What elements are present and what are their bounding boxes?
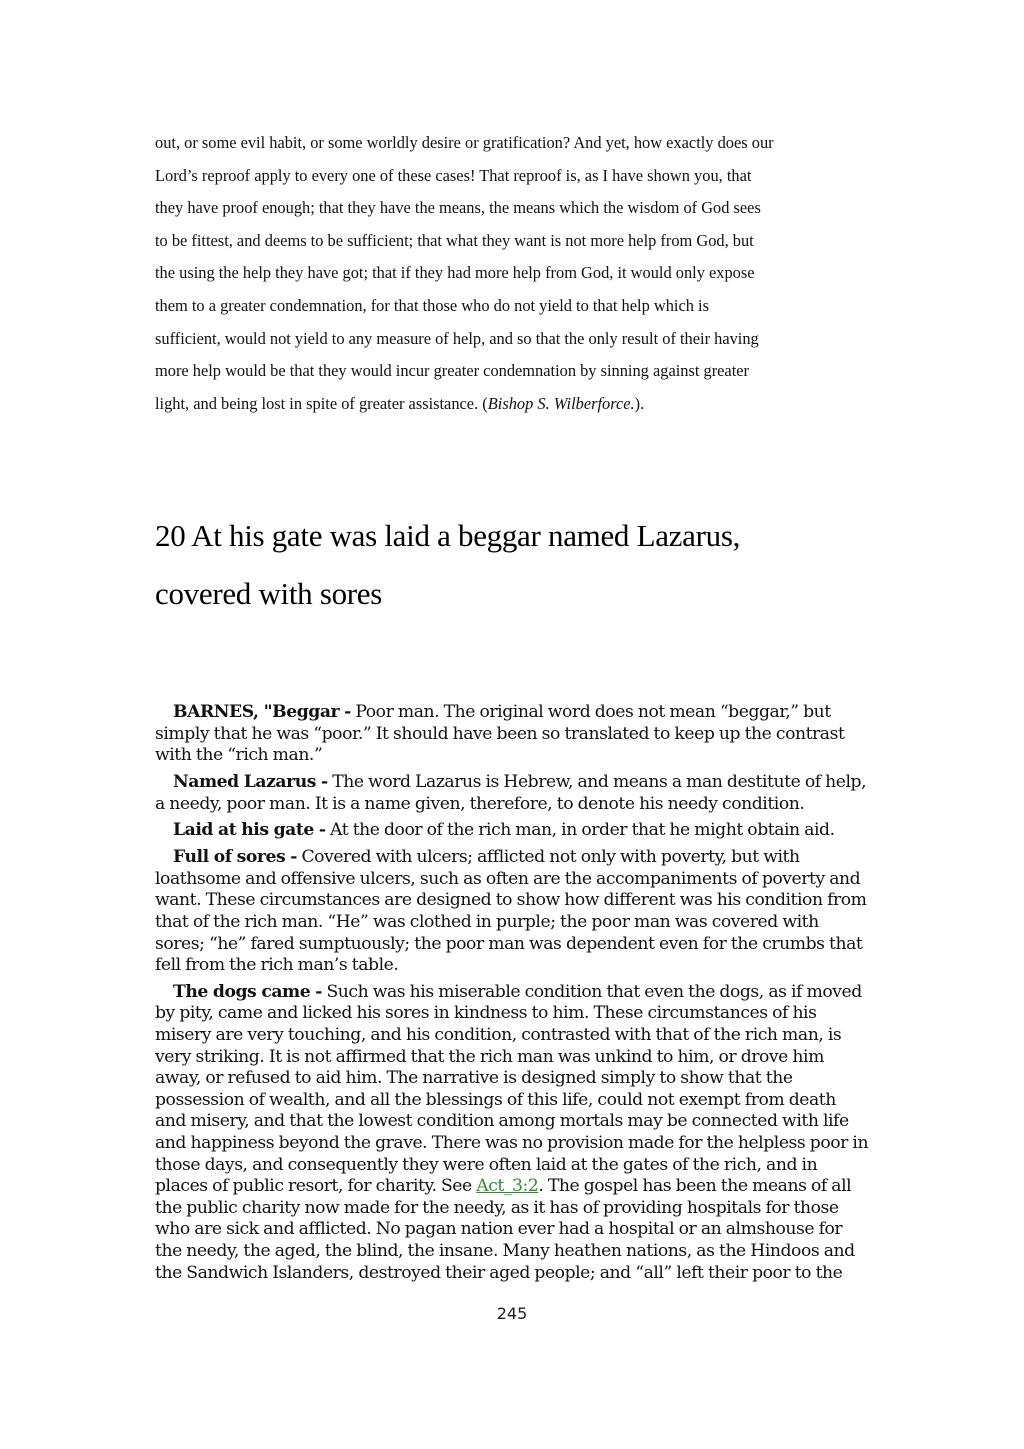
continuation-paragraph (155, 127, 875, 420)
text-line: sufficient, would not yield to any measure of help, and so that the only result of their having (155, 328, 759, 348)
commentary-paragraph (155, 982, 871, 1284)
author-citation: Bishop S. Wilberforce. (487, 393, 635, 413)
verse-heading-line: covered with sores (155, 576, 383, 611)
commentary-keyword: Laid at his gate - (173, 820, 326, 841)
commentary-text: The word Lazarus is Hebrew, and means a man destitute of help, a needy, poor man. It is a name given, therefore, to denote his needy condition. (155, 771, 867, 814)
commentary-paragraph (155, 702, 871, 767)
commentary-keyword: Named Lazarus - (173, 771, 328, 792)
commentary-text: Covered with ulcers; afflicted not only with poverty, but with loathsome and offensive ulcers, such as often are the accompaniments of poverty and want. These circumstances are designed to show how different was his condition from that of the rich man. “He” was clothed in purple; the poor man was covered with sores; “he” fared sumptuously; the poor man was dependent even for the crumbs that fell from the rich man’s table. (155, 847, 867, 976)
text-line: them to a greater condemnation, for that those who do not yield to that help which is (155, 295, 709, 315)
page-number: 245 (496, 1304, 528, 1323)
commentary-keyword: Full of sores - (173, 847, 297, 868)
commentary-paragraph (155, 847, 871, 977)
commentary-keyword: BARNES, "Beggar - (173, 702, 351, 722)
commentary-paragraph (155, 772, 871, 815)
text-line: more help would be that they would incur greater condemnation by sinning against greater (155, 361, 749, 381)
commentary-text: Poor man. The original word does not mean “beggar,” but simply that he was “poor.” It should have been so translated to keep up the contrast with the “rich man.” (155, 702, 845, 766)
scripture-reference-link[interactable]: Act_3:2 (476, 1176, 539, 1197)
text-span: ). (634, 393, 645, 413)
text-span: light, and being lost in spite of greater assistance. ( (155, 393, 488, 413)
commentary-text: Such was his miserable condition that even the dogs, as if moved by pity, came and licked his sores in kindness to him. These circumstances of his misery are very touching, and his condition, contrasted with that of the rich man, is very striking. It is not affirmed that the rich man was unkind to him, or drove him away, or refused to aid him. The narrative is designed simply to show that the possession of wealth, and all the blessings of this life, could not exempt from death and misery, and that the lowest condition among mortals may be connected with life and happiness beyond the grave. There was no provision made for the helpless poor in those days, and consequently they were often laid at the gates of the rich, and in places of public resort, for charity. See (155, 981, 869, 1197)
text-line: out, or some evil habit, or some worldly desire or gratification? And yet, how exactly does our (155, 133, 774, 152)
barnes-commentary (155, 702, 871, 1289)
verse-heading-line: 20 At his gate was laid a beggar named Lazarus, (155, 518, 741, 553)
text-line: they have proof enough; that they have the means, the means which the wisdom of God sees (155, 198, 761, 218)
commentary-text: At the door of the rich man, in order that he might obtain aid. (325, 820, 835, 841)
commentary-paragraph (155, 820, 871, 842)
text-line-last (155, 388, 875, 421)
verse-heading (155, 507, 935, 623)
text-line: Lord’s reproof apply to every one of these cases! That reproof is, as I have shown you, that (155, 165, 752, 185)
commentary-text: . The gospel has been the means of all the public charity now made for the needy, as it has of providing hospitals for those who are sick and afflicted. No pagan nation ever had a hospital or an almshouse for the needy, the aged, the blind, the insane. Many heathen nations, as the Hindoos and the Sandwich Islanders, destroyed their aged people; and “all” left their poor to the (155, 1176, 855, 1283)
text-line: the using the help they have got; that if they had more help from God, it would only expose (155, 263, 755, 283)
commentary-keyword: The dogs came - (173, 981, 322, 1002)
text-line: to be fittest, and deems to be sufficient; that what they want is not more help from God, but (155, 230, 754, 250)
